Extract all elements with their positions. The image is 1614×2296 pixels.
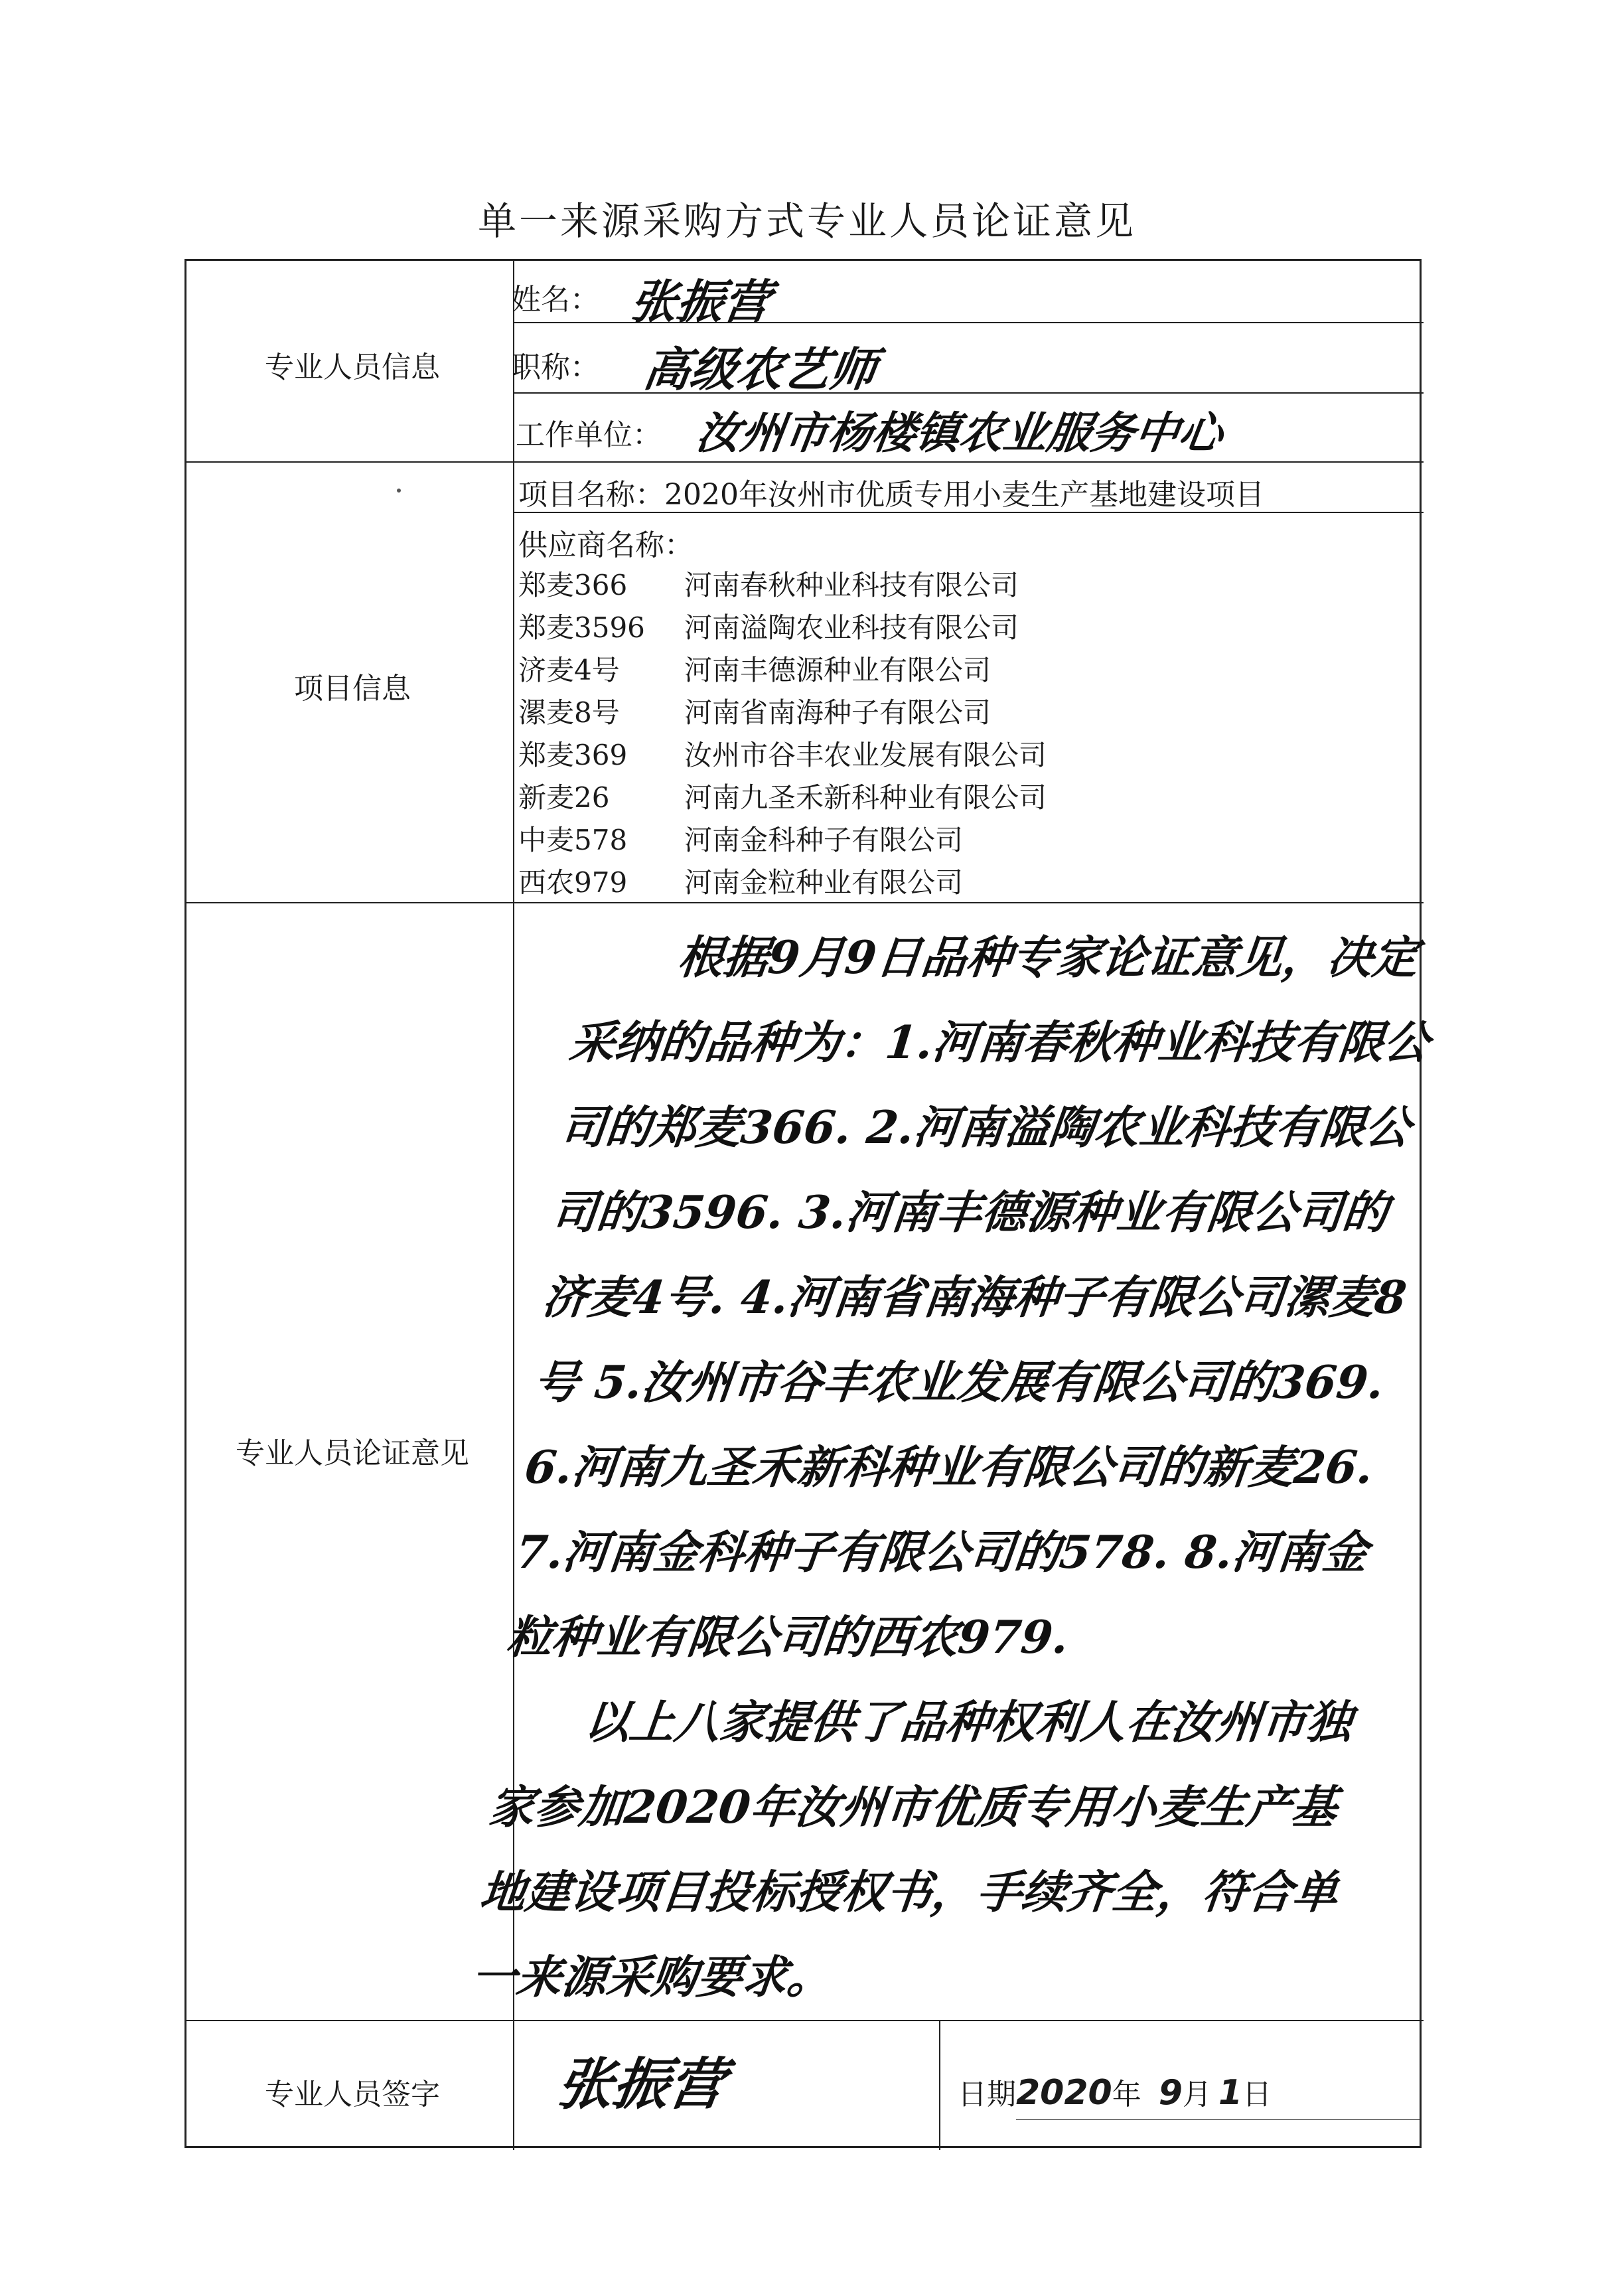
supplier-variety: 新麦26 bbox=[518, 781, 610, 814]
supplier-row bbox=[518, 818, 963, 858]
supplier-variety: 郑麦366 bbox=[518, 569, 628, 601]
supplier-variety: 漯麦8号 bbox=[518, 696, 620, 729]
opinion-paragraph: 根据9月9日品种专家论证意见，决定采纳的品种为：1.河南春秋种业科技有限公司的郑麦366. 2.河南溢陶农业科技有限公司的3596. 3.河南丰德源种业有限公司的济麦4号. 4.河南省南海种子有限公司漯麦8号 5.汝州市谷丰农业发展有限公司的369. 6.河南九圣禾新科种业有限公司的新麦26. 7.河南金科种子有限公司的578. 8.河南金粒种业有限公司的西农979. bbox=[504, 931, 1432, 1664]
supplier-row bbox=[518, 691, 991, 731]
supplier-row bbox=[518, 733, 1047, 773]
date-month-unit: 月 bbox=[1182, 2078, 1212, 2111]
supplier-company: 河南省南海种子有限公司 bbox=[684, 696, 991, 729]
suppliers-label: 供应商名称： bbox=[518, 528, 694, 562]
expert-info-label: 专业人员信息 bbox=[265, 350, 440, 384]
opinion-paragraph: 以上八家提供了品种权利人在汝州市独家参加2020年汝州市优质专用小麦生产基地建设项目投标授权书，手续齐全，符合单一来源采购要求。 bbox=[469, 1696, 1355, 2004]
title-value: 高级农艺师 bbox=[640, 342, 881, 397]
divider bbox=[186, 461, 1424, 463]
date-field bbox=[958, 2070, 1272, 2113]
supplier-company: 河南丰德源种业有限公司 bbox=[684, 654, 991, 686]
name-value: 张振营 bbox=[626, 274, 774, 329]
date-label: 日期 bbox=[958, 2078, 1016, 2111]
supplier-company: 河南金粒种业有限公司 bbox=[684, 866, 964, 899]
supplier-variety: 济麦4号 bbox=[518, 654, 620, 686]
supplier-company: 河南金科种子有限公司 bbox=[684, 824, 964, 856]
supplier-row bbox=[518, 776, 1047, 816]
divider bbox=[186, 902, 1424, 903]
date-year: 2020 bbox=[1016, 2073, 1112, 2113]
date-day-unit: 日 bbox=[1242, 2078, 1272, 2111]
date-month: 9 bbox=[1158, 2073, 1183, 2113]
title-label: 职称： bbox=[512, 350, 599, 384]
project-name-value: 2020年汝州市优质专用小麦生产基地建设项目 bbox=[664, 478, 1264, 512]
supplier-company: 河南溢陶农业科技有限公司 bbox=[684, 611, 1019, 644]
date-day: 1 bbox=[1218, 2073, 1243, 2113]
opinion-text bbox=[467, 915, 1459, 2020]
employer-value: 汝州市杨楼镇农业服务中心 bbox=[693, 407, 1226, 459]
name-label: 姓名： bbox=[512, 283, 599, 317]
supplier-variety: 郑麦3596 bbox=[518, 611, 645, 644]
supplier-variety: 西农979 bbox=[518, 866, 628, 899]
project-info-label: 项目信息 bbox=[294, 672, 411, 706]
date-year-unit: 年 bbox=[1112, 2078, 1141, 2111]
divider bbox=[186, 2020, 1424, 2021]
supplier-company: 河南九圣禾新科种业有限公司 bbox=[684, 781, 1047, 814]
supplier-row bbox=[518, 606, 1019, 646]
page-title: 单一来源采购方式专业人员论证意见 bbox=[477, 198, 1136, 244]
employer-label: 工作单位： bbox=[516, 418, 662, 452]
supplier-variety: 中麦578 bbox=[518, 824, 628, 856]
opinion-label: 专业人员论证意见 bbox=[236, 1436, 469, 1470]
project-name-label: 项目名称： bbox=[518, 478, 664, 512]
signature-label: 专业人员签字 bbox=[265, 2078, 440, 2111]
divider bbox=[939, 2020, 940, 2150]
project-name bbox=[518, 471, 1264, 513]
form-table bbox=[184, 259, 1432, 2148]
supplier-row bbox=[518, 649, 991, 688]
supplier-row bbox=[518, 564, 1019, 603]
supplier-variety: 郑麦369 bbox=[518, 739, 628, 771]
stray-mark bbox=[397, 489, 401, 493]
supplier-row bbox=[518, 861, 963, 901]
signature-value: 张振营 bbox=[553, 2051, 730, 2117]
supplier-company: 河南春秋种业科技有限公司 bbox=[684, 569, 1019, 601]
supplier-company: 汝州市谷丰农业发展有限公司 bbox=[684, 739, 1047, 771]
date-underline bbox=[1016, 2119, 1421, 2120]
